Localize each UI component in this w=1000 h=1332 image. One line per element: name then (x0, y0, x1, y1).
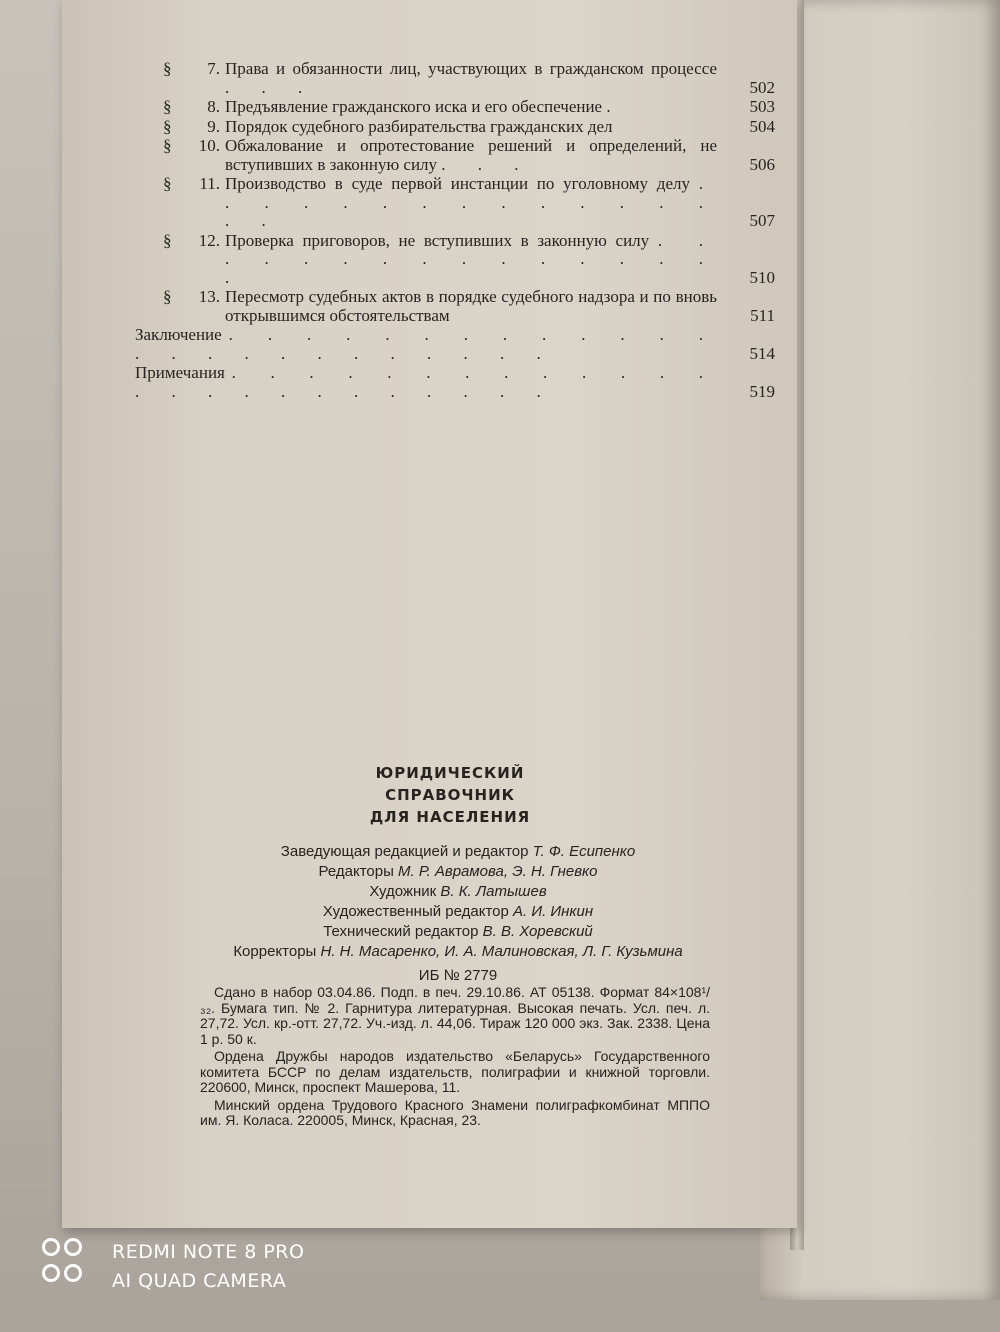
toc-number: 10. (198, 136, 220, 155)
section-sign: § (163, 116, 172, 136)
toc-title: Заключение (135, 325, 222, 344)
toc-page-number: 510 (749, 267, 775, 287)
toc-page-number: 514 (749, 343, 775, 363)
toc-entry: § 7. Права и обязанности лиц, участвующих в гражданском процессе . . . 502 (163, 59, 775, 97)
credit-line: Редакторы М. Р. Аврамова, Э. Н. Гневко (318, 863, 598, 880)
section-sign: § (163, 59, 172, 78)
toc-number: 13. (198, 287, 220, 306)
credit-line: Корректоры Н. Н. Масаренко, И. А. Малиновская, Л. Г. Кузьмина (233, 943, 683, 960)
toc-title: Обжалование и опротестование решений и определений, не вступивших в законную силу (225, 136, 717, 174)
section-sign: § (163, 136, 172, 155)
toc-number: 9. (207, 116, 220, 136)
ib-number: ИБ № 2779 (418, 967, 498, 984)
credits-block (198, 842, 718, 986)
toc-number: 8. (207, 97, 220, 116)
toc-title: Порядок судебного разбирательства гражданских дел (225, 116, 613, 136)
section-sign: § (163, 174, 172, 193)
toc-number: 12. (198, 230, 220, 250)
toc-entry (135, 288, 775, 325)
imprint-paragraph: Ордена Дружбы народов издательство «Беларусь» Государственного комитета БССР по делам издательств, полиграфии и книжной торговли. 220600, Минск, проспект Машерова, 11. (200, 1048, 710, 1095)
toc-page-number: 519 (749, 381, 775, 401)
book-title-line: ДЛЯ НАСЕЛЕНИЯ (369, 808, 531, 826)
book-title (200, 762, 700, 828)
toc-title: Проверка приговоров, не вступивших в законную силу (225, 230, 650, 250)
toc-page-number: 504 (749, 116, 775, 136)
book-title-line: СПРАВОЧНИК (385, 786, 515, 804)
toc-page-number: 511 (750, 305, 775, 325)
credit-line: Художественный редактор А. И. Инкин (322, 903, 594, 920)
toc-entry: § 11. Производство в суде первой инстанции по уголовному делу . . . . . . . . . . . . . . . . 507 (163, 174, 775, 230)
credit-line: Заведующая редакцией и редактор Т. Ф. Есипенко (280, 843, 636, 860)
quad-camera-icon (42, 1238, 94, 1290)
toc-title: Пересмотр судебных актов в порядке судебного надзора и по вновь открывшимся обстоятельствам (225, 287, 717, 325)
toc-title: Производство в суде первой инстанции по уголовному делу (225, 174, 690, 193)
section-sign: § (163, 287, 172, 306)
credit-line: Технический редактор В. В. Хоревский (323, 923, 593, 940)
imprint-block (200, 985, 710, 1131)
toc-entry: § 10. Обжалование и опротестование решений и определений, не вступивших в законную силу . . . 506 (163, 136, 775, 174)
watermark-model: REDMI NOTE 8 PRO (112, 1241, 305, 1263)
toc-number: 11. (199, 174, 220, 193)
toc-number: 7. (207, 59, 220, 78)
watermark-text (112, 1238, 304, 1296)
toc-page-number: 503 (749, 97, 775, 116)
watermark-camera: AI QUAD CAMERA (112, 1270, 287, 1292)
toc-entry: § 12. Проверка приговоров, не вступивших в законную силу . . . . . . . . . . . . . . . . 510 (163, 230, 775, 287)
book-title-line: ЮРИДИЧЕСКИЙ (375, 764, 525, 782)
toc-entry-conclusion: Заключение . . . . . . . . . . . . . . . . . . . . . . . . . 514 (135, 325, 775, 363)
toc-title: Предъявление гражданского иска и его обеспечение (225, 97, 603, 116)
section-sign: § (163, 230, 172, 250)
toc-entry-notes: Примечания . . . . . . . . . . . . . . . . . . . . . . . . . 519 (135, 363, 775, 401)
imprint-paragraph: Минский ордена Трудового Красного Знамени полиграфкомбинат МППО им. Я. Коласа. 220005, Минск, Красная, 23. (200, 1096, 710, 1128)
toc-entry (135, 118, 775, 137)
imprint-paragraph: Сдано в набор 03.04.86. Подп. в печ. 29.10.86. АТ 05138. Формат 84×108¹/₃₂. Бумага тип. № 2. Гарнитура литературная. Высокая печать. Усл. печ. л. 27,72. Усл. кр.-отт. 27,72. Уч.-изд. л. 44,06. Тираж 120 000 экз. Зак. 2338. Цена 1 р. 50 к. (200, 984, 710, 1047)
toc-page-number: 506 (749, 154, 775, 174)
section-sign: § (163, 97, 172, 116)
toc-title: Права и обязанности лиц, участвующих в гражданском процессе (225, 59, 717, 78)
toc-title: Примечания (135, 363, 225, 382)
toc-entry: § 8. Предъявление гражданского иска и его обеспечение . 503 (163, 97, 775, 116)
toc-page-number: 502 (749, 77, 775, 97)
table-of-contents (135, 60, 775, 402)
credit-line: Художник В. К. Латышев (369, 883, 547, 900)
toc-page-number: 507 (749, 211, 775, 230)
